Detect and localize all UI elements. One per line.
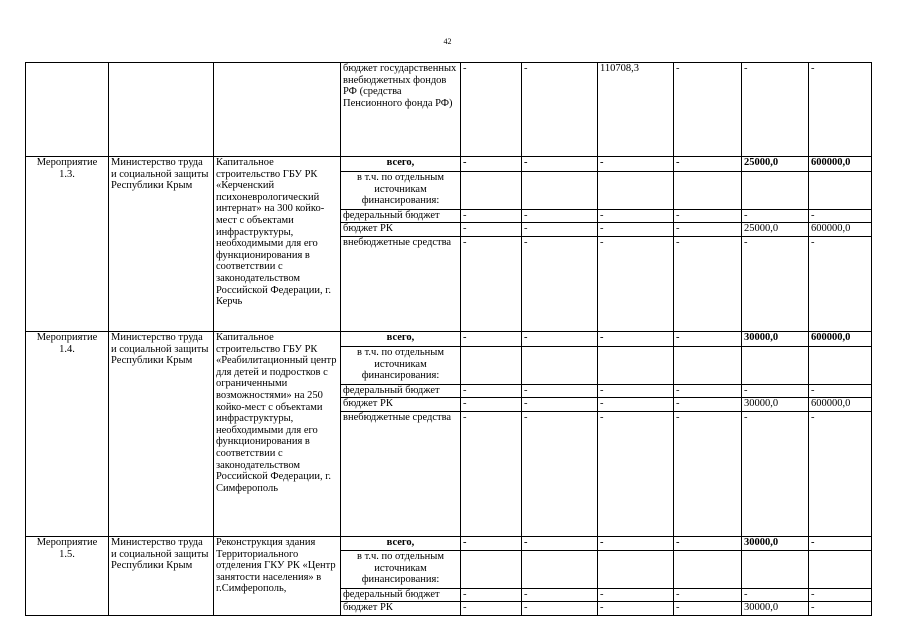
financing-table bbox=[25, 62, 872, 616]
amount-cell: - bbox=[674, 398, 742, 412]
amount-cell: - bbox=[674, 385, 742, 398]
funding-source-cell: бюджет государственных внебюджетных фондов РФ (средства Пенсионного фонда РФ) bbox=[341, 63, 461, 157]
amount-cell bbox=[809, 551, 872, 589]
amount-cell: - bbox=[522, 237, 598, 332]
amount-cell: - bbox=[674, 157, 742, 172]
amount-cell bbox=[742, 551, 809, 589]
amount-cell: - bbox=[461, 63, 522, 157]
amount-cell: - bbox=[809, 537, 872, 551]
amount-cell: - bbox=[522, 537, 598, 551]
amount-cell: - bbox=[674, 63, 742, 157]
funding-source-cell: всего, bbox=[341, 157, 461, 172]
amount-cell: - bbox=[742, 385, 809, 398]
table-row bbox=[26, 537, 872, 551]
description-cell: Капитальное строительство ГБУ РК «Реабилитационный центр для детей и подростков с ограниченными возможностями» на 250 койко-мест с объектами инфраструктуры, необходимыми для его функционирования в соответствии с законодательством Российской Федерации, г. Симферополь bbox=[214, 332, 341, 537]
amount-cell bbox=[742, 172, 809, 210]
amount-cell: - bbox=[674, 223, 742, 237]
amount-cell: - bbox=[522, 157, 598, 172]
amount-cell: - bbox=[674, 412, 742, 537]
amount-cell: - bbox=[674, 602, 742, 616]
amount-cell: - bbox=[809, 385, 872, 398]
executor-cell: Министерство труда и социальной защиты Республики Крым bbox=[109, 537, 214, 616]
amount-cell: - bbox=[598, 157, 674, 172]
funding-source-cell: бюджет РК bbox=[341, 223, 461, 237]
amount-cell: - bbox=[522, 589, 598, 602]
amount-cell bbox=[809, 347, 872, 385]
executor-cell: Министерство труда и социальной защиты Республики Крым bbox=[109, 157, 214, 332]
description-cell: Реконструкция здания Территориального отделения ГКУ РК «Центр занятости населения» в г.Симферополь, bbox=[214, 537, 341, 616]
funding-source-cell: в т.ч. по отдельным источникам финансирования: bbox=[341, 347, 461, 385]
measure-id-cell bbox=[26, 63, 109, 157]
amount-cell: - bbox=[461, 332, 522, 347]
amount-cell: 25000,0 bbox=[742, 157, 809, 172]
amount-cell: - bbox=[522, 63, 598, 157]
amount-cell: - bbox=[522, 398, 598, 412]
amount-cell: 600000,0 bbox=[809, 398, 872, 412]
amount-cell: 30000,0 bbox=[742, 332, 809, 347]
amount-cell: - bbox=[461, 223, 522, 237]
amount-cell: - bbox=[461, 157, 522, 172]
amount-cell bbox=[522, 347, 598, 385]
amount-cell bbox=[522, 172, 598, 210]
amount-cell bbox=[598, 551, 674, 589]
amount-cell: - bbox=[522, 412, 598, 537]
funding-source-cell: внебюджетные средства bbox=[341, 412, 461, 537]
amount-cell: - bbox=[742, 237, 809, 332]
amount-cell: - bbox=[461, 210, 522, 223]
amount-cell: - bbox=[809, 63, 872, 157]
description-cell bbox=[214, 63, 341, 157]
amount-cell: - bbox=[674, 589, 742, 602]
amount-cell: - bbox=[598, 385, 674, 398]
amount-cell bbox=[809, 172, 872, 210]
amount-cell: 30000,0 bbox=[742, 398, 809, 412]
amount-cell: - bbox=[598, 210, 674, 223]
amount-cell: - bbox=[809, 602, 872, 616]
amount-cell: 600000,0 bbox=[809, 157, 872, 172]
amount-cell: 30000,0 bbox=[742, 602, 809, 616]
description-cell: Капитальное строительство ГБУ РК «Керченский психоневрологический интернат» на 300 койко-мест с объектами инфраструктуры, необходимыми для его функционирования в соответствии с законодательством Российской Федерации, г. Керчь bbox=[214, 157, 341, 332]
amount-cell: - bbox=[598, 602, 674, 616]
amount-cell bbox=[461, 347, 522, 385]
amount-cell: - bbox=[674, 332, 742, 347]
executor-cell: Министерство труда и социальной защиты Республики Крым bbox=[109, 332, 214, 537]
amount-cell: - bbox=[598, 412, 674, 537]
amount-cell: - bbox=[598, 332, 674, 347]
amount-cell bbox=[598, 347, 674, 385]
amount-cell: - bbox=[809, 210, 872, 223]
amount-cell: - bbox=[809, 589, 872, 602]
amount-cell: 600000,0 bbox=[809, 223, 872, 237]
amount-cell: - bbox=[742, 412, 809, 537]
funding-source-cell: в т.ч. по отдельным источникам финансирования: bbox=[341, 551, 461, 589]
amount-cell bbox=[674, 347, 742, 385]
amount-cell bbox=[598, 172, 674, 210]
amount-cell: 110708,3 bbox=[598, 63, 674, 157]
amount-cell: - bbox=[809, 237, 872, 332]
table-row bbox=[26, 63, 872, 157]
measure-id-cell: Мероприятие 1.4. bbox=[26, 332, 109, 537]
amount-cell bbox=[522, 551, 598, 589]
executor-cell bbox=[109, 63, 214, 157]
amount-cell bbox=[461, 551, 522, 589]
amount-cell: - bbox=[742, 589, 809, 602]
funding-source-cell: бюджет РК bbox=[341, 398, 461, 412]
amount-cell: 25000,0 bbox=[742, 223, 809, 237]
funding-source-cell: федеральный бюджет bbox=[341, 589, 461, 602]
amount-cell bbox=[674, 172, 742, 210]
amount-cell: - bbox=[461, 237, 522, 332]
funding-source-cell: в т.ч. по отдельным источникам финансирования: bbox=[341, 172, 461, 210]
funding-source-cell: всего, bbox=[341, 332, 461, 347]
page-number: 42 bbox=[443, 37, 452, 46]
amount-cell: - bbox=[598, 537, 674, 551]
table-row bbox=[26, 332, 872, 347]
amount-cell: - bbox=[522, 385, 598, 398]
measure-id-cell: Мероприятие 1.5. bbox=[26, 537, 109, 616]
amount-cell: - bbox=[598, 398, 674, 412]
funding-source-cell: федеральный бюджет bbox=[341, 385, 461, 398]
funding-source-cell: бюджет РК bbox=[341, 602, 461, 616]
amount-cell bbox=[674, 551, 742, 589]
amount-cell: - bbox=[461, 537, 522, 551]
amount-cell: - bbox=[742, 63, 809, 157]
amount-cell: - bbox=[522, 210, 598, 223]
amount-cell bbox=[461, 172, 522, 210]
amount-cell: - bbox=[522, 602, 598, 616]
amount-cell: - bbox=[522, 332, 598, 347]
amount-cell bbox=[742, 347, 809, 385]
funding-source-cell: федеральный бюджет bbox=[341, 210, 461, 223]
amount-cell: - bbox=[742, 210, 809, 223]
funding-source-cell: всего, bbox=[341, 537, 461, 551]
amount-cell: - bbox=[522, 223, 598, 237]
amount-cell: - bbox=[674, 237, 742, 332]
amount-cell: - bbox=[598, 237, 674, 332]
measure-id-cell: Мероприятие 1.3. bbox=[26, 157, 109, 332]
amount-cell: 30000,0 bbox=[742, 537, 809, 551]
amount-cell: - bbox=[461, 602, 522, 616]
amount-cell: 600000,0 bbox=[809, 332, 872, 347]
amount-cell: - bbox=[461, 398, 522, 412]
amount-cell: - bbox=[598, 223, 674, 237]
amount-cell: - bbox=[674, 537, 742, 551]
funding-source-cell: внебюджетные средства bbox=[341, 237, 461, 332]
amount-cell: - bbox=[674, 210, 742, 223]
amount-cell: - bbox=[461, 412, 522, 537]
table-row bbox=[26, 157, 872, 172]
amount-cell: - bbox=[461, 385, 522, 398]
amount-cell: - bbox=[598, 589, 674, 602]
amount-cell: - bbox=[809, 412, 872, 537]
amount-cell: - bbox=[461, 589, 522, 602]
